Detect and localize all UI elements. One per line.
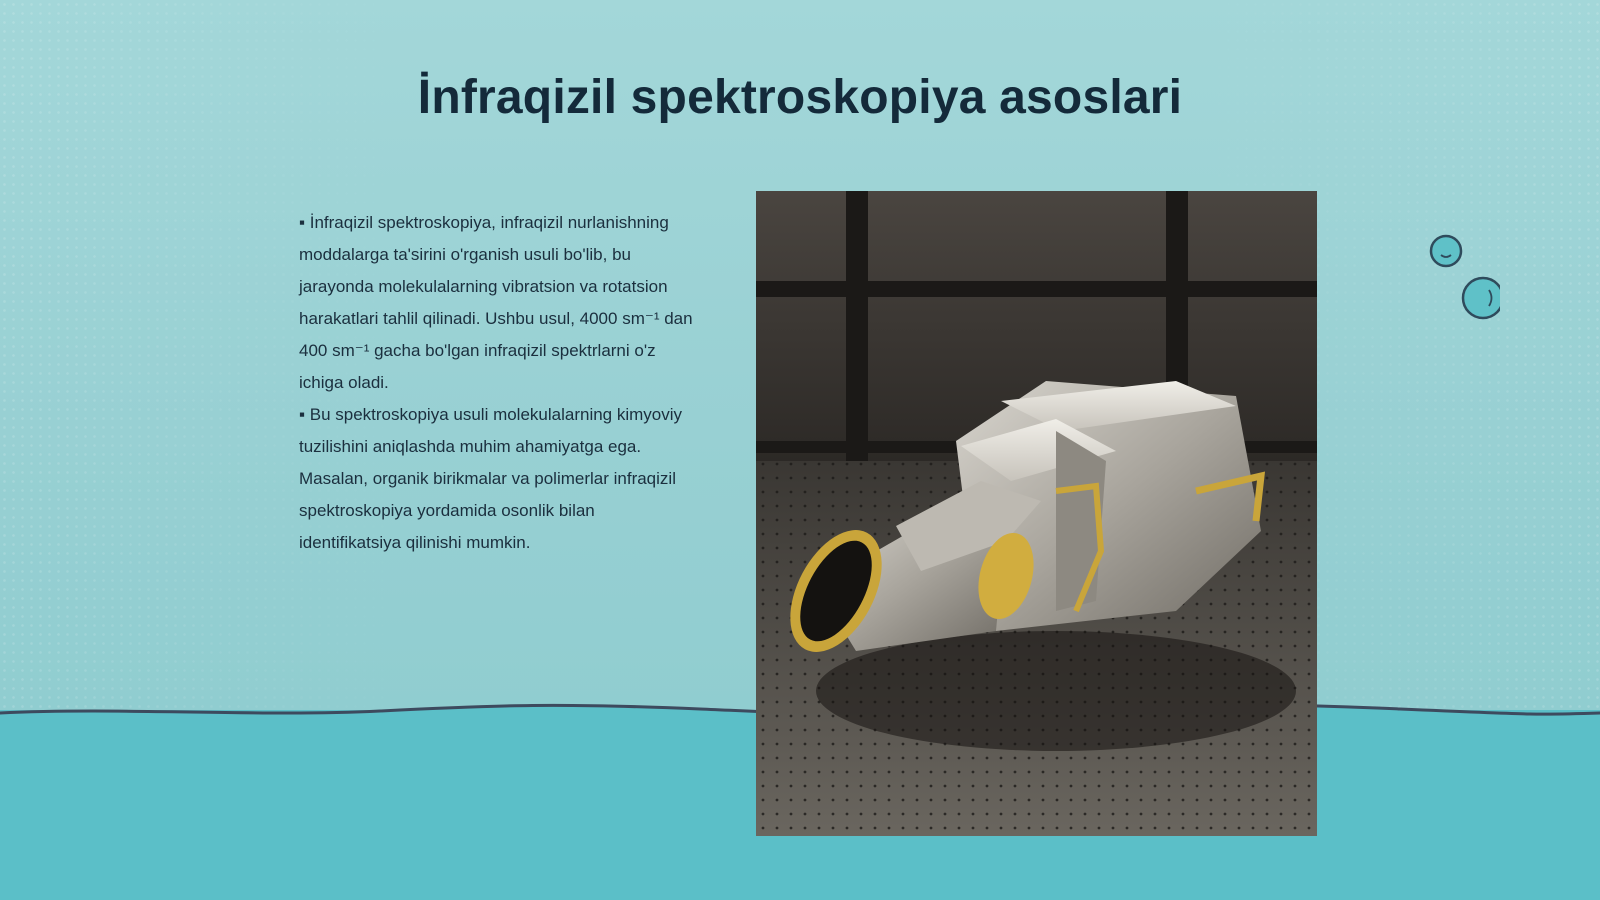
spectrometer-photo (756, 191, 1317, 836)
slide-title: İnfraqizil spektroskopiya asoslari (417, 71, 1183, 124)
bubbles-icon (1420, 230, 1500, 330)
bullet-paragraph-2: ▪ Bu spektroskopiya usuli molekulalarning kimyoviy tuzilishini aniqlashda muhim ahamiyatga ega. Masalan, organik birikmalar va polimerlar infraqizil spektroskopiya yordamida osonlik bilan identifikatsiya qilinishi mumkin. (299, 405, 683, 552)
body-text (299, 207, 699, 559)
bullet-paragraph-1: ▪ İnfraqizil spektroskopiya, infraqizil nurlanishning moddalarga ta'sirini o'rganish usuli bo'lib, bu jarayonda molekulalarning vibratsion va rotatsion harakatlari tahlil qilinadi. Ushbu usul, 4000 sm⁻¹ dan 400 sm⁻¹ gacha bo'lgan infraqizil spektrlarni o'z ichiga oladi. (299, 213, 693, 392)
